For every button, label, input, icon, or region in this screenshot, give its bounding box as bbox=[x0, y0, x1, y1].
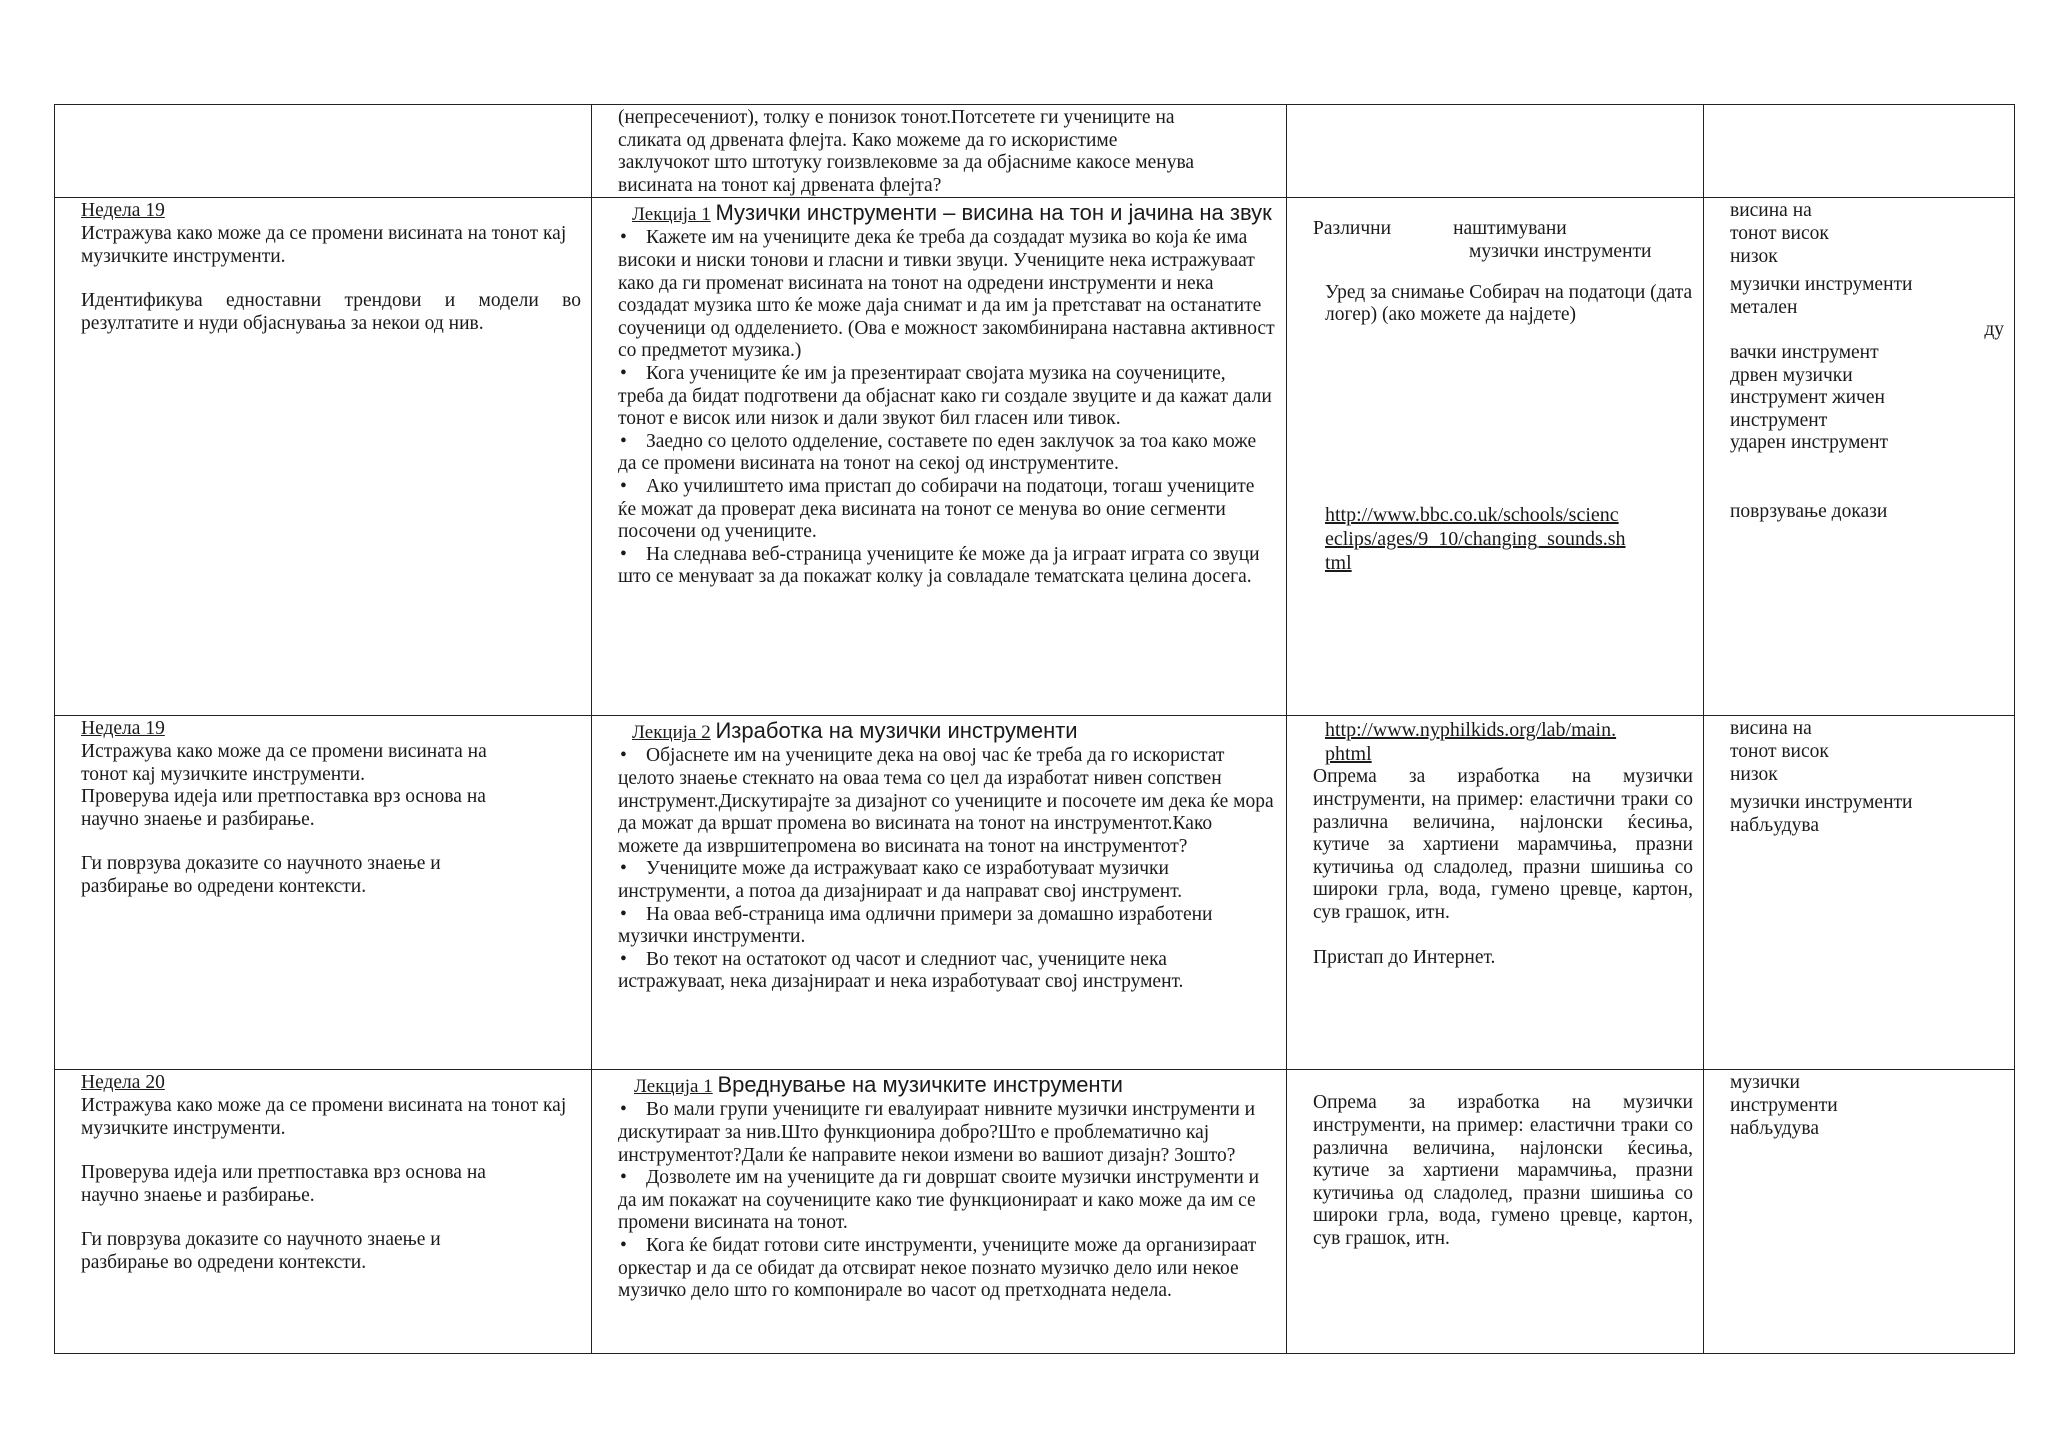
objective-text: Ги поврзува доказите со научното знаење и разбирање во одредени контексти. bbox=[81, 1229, 441, 1273]
table-row bbox=[55, 1070, 2015, 1354]
resources-cell bbox=[1287, 1070, 1704, 1354]
activity-bullet: • Учениците може да истражуваат како се изработуваат музички инструменти, а потоа да дизајнираат и да направат свој инструмент. bbox=[618, 858, 1183, 902]
keyword: инструмент жичен bbox=[1730, 387, 1885, 409]
activity-bullet: • Кога ќе бидат готови сите инструменти, учениците може да организираат оркестар и да се обидат да отсвират некое познато музичко дело или некое музичко дело што го компонирале во часот од претходната недела. bbox=[618, 1234, 1257, 1302]
keyword: висина на bbox=[1730, 718, 1812, 740]
lesson-plan-table bbox=[54, 104, 2015, 1354]
keyword: ударен инструмент bbox=[1730, 432, 1889, 454]
resource-link[interactable]: http://www.nyphilkids.org/lab/main. phtml bbox=[1325, 719, 1617, 766]
keyword: ду bbox=[1984, 319, 2004, 341]
lesson-heading bbox=[618, 718, 1276, 745]
lesson-heading bbox=[618, 1072, 1276, 1099]
keyword: метален bbox=[1730, 296, 1798, 318]
week-label: Недела 19 bbox=[81, 718, 165, 740]
resource-text: Пристап до Интернет. bbox=[1313, 946, 1496, 968]
keyword: вачки инструмент bbox=[1730, 341, 1879, 363]
resource-text: музички инструменти bbox=[1469, 240, 1652, 262]
activities-cell bbox=[592, 1070, 1287, 1354]
resources-cell bbox=[1287, 198, 1704, 716]
activities-cell bbox=[592, 716, 1287, 1070]
text-line: (непресечениот), толку е понизок тонот.Потсетете ги учениците на bbox=[618, 107, 1175, 128]
activity-bullet: • Кажете им на учениците дека ќе треба да создадат музика во која ќе има високи и ниски тонови и гласни и тивки звуци. Учениците нека истражуваат како да ги променат висината на тонот на одредени инструменти и нека создадат музика што ќе може даја снимат и да им ја претстават на останатите соученици од одделението. (Ова е можност закомбинирана наставна активност со предметот музика.) bbox=[618, 227, 1275, 362]
objective-text: Ги поврзува доказите со научното знаење и разбирање во одредени контексти. bbox=[81, 853, 441, 897]
table-row bbox=[55, 716, 2015, 1070]
lesson-number: Лекција 1 bbox=[632, 204, 711, 226]
objectives-cell bbox=[55, 105, 592, 198]
resource-text: Опрема за изработка на музички инструменти, на пример: еластични траки со различна величина, најлонски ќесиња, кутиче за хартиени марамчиња, празни кутичиња од сладолед, празни шишиња со широки грла, вода, гумено цревце, картон, сув грашок, итн. bbox=[1313, 1092, 1693, 1249]
activity-bullet: • На следнава веб-страница учениците ќе може да ја играат играта со звуци што се менуваат за да покажат колку ја совладале тематската целина досега. bbox=[618, 543, 1260, 588]
keyword: поврзување докази bbox=[1730, 500, 1888, 522]
resources-cell bbox=[1287, 716, 1704, 1070]
activity-bullet: • Заедно со целото одделение, составете по еден заклучок за тоа како може да се промени висината на тонот на секој од инструментите. bbox=[618, 430, 1257, 475]
keyword: набљудува bbox=[1730, 1117, 1819, 1139]
resource-text: Различни наштимувани bbox=[1313, 218, 1567, 240]
activity-bullet: • На оваа веб-страница има одлични примери за домашно изработени музички инструменти. bbox=[618, 903, 1213, 948]
objectives-cell bbox=[55, 198, 592, 716]
objectives-cell bbox=[55, 716, 592, 1070]
text-line: висината на тонот кај дрвената флејта? bbox=[618, 174, 942, 196]
lesson-heading bbox=[618, 200, 1276, 227]
objectives-cell bbox=[55, 1070, 592, 1354]
keywords-cell bbox=[1704, 105, 2015, 198]
keyword: музички bbox=[1730, 1072, 1800, 1094]
objective-text: Истражува како може да се промени висината на тонот кај музичките инструменти. bbox=[81, 222, 567, 267]
week-label: Недела 19 bbox=[81, 200, 165, 222]
objective-text: Истражува како може да се промени висината на тонот кај музичките инструменти. bbox=[81, 1094, 567, 1139]
text-line: заклучокот што штотуку гоизвлековме за да објасниме какосе менува bbox=[618, 152, 1195, 174]
week-label: Недела 20 bbox=[81, 1072, 165, 1094]
keywords-cell bbox=[1704, 198, 2015, 716]
keyword: тонот висок bbox=[1730, 222, 1829, 244]
text-line: сликата од дрвената флејта. Како можеме да го искористиме bbox=[618, 129, 1118, 151]
keyword: инструменти bbox=[1730, 1094, 1838, 1116]
keyword: низок bbox=[1730, 245, 1778, 267]
lesson-number: Лекција 2 bbox=[632, 722, 711, 744]
activity-bullet: • Објаснете им на учениците дека на овој час ќе треба да го искористат целото знаење стекнато на оваа тема со цел да изработат нивен сопствен инструмент.Дискутирајте за дизајнот со учениците и посочете им дека ќе мора да можат да вршат промена во висината на тонот на инструментот.Како можете да извршитепромена во висината на тонот на инструментот? bbox=[618, 745, 1274, 857]
activity-bullet: • Во текот на остатокот од часот и следниот час, учениците нека истражуваат, нека дизајнираат и нека изработуваат свој инструмент. bbox=[618, 948, 1184, 993]
lesson-title: Музички инструменти – висина на тон и јачина на звук bbox=[715, 200, 1272, 226]
activities-cell bbox=[592, 105, 1287, 198]
table-row bbox=[55, 105, 2015, 198]
objective-text: Истражува како може да се промени висината на тонот кај музичките инструменти. bbox=[81, 740, 487, 785]
keyword: инструмент bbox=[1730, 409, 1828, 431]
keyword: набљудува bbox=[1730, 814, 1819, 836]
activity-bullet: • Кога учениците ќе им ја презентираат својата музика на соучениците, треба да бидат подготвени да објаснат како ги создале звуците и да кажат дали тонот е висок или низок и дали звукот бил гласен или тивок. bbox=[618, 362, 1272, 430]
resource-text: Опрема за изработка на музички инструменти, на пример: еластични траки со различна величина, најлонски ќесиња, кутиче за хартиени марамчиња, празни кутичиња од сладолед, празни шишиња со широки грла, вода, гумено цревце, картон, сув грашок, итн. bbox=[1313, 766, 1693, 923]
keyword: музички инструменти bbox=[1730, 274, 1913, 296]
table-row bbox=[55, 198, 2015, 716]
keyword: дрвен музички bbox=[1730, 364, 1853, 386]
resource-text: Уред за снимање Собирач на податоци (дата логер) (ако можете да најдете) bbox=[1325, 281, 1693, 326]
resource-link[interactable]: http://www.bbc.co.uk/schools/scienc eclips/ages/9_10/changing_sounds.sh tml bbox=[1325, 503, 1626, 574]
objective-text: Идентификува едноставни трендови и модели во резултатите и нуди објаснувања за некои од нив. bbox=[81, 290, 581, 334]
objective-text: Проверува идеја или претпоставка врз основа на научно знаење и разбирање. bbox=[81, 1162, 486, 1206]
keyword: низок bbox=[1730, 763, 1778, 785]
resources-cell bbox=[1287, 105, 1704, 198]
lesson-title: Вреднување на музичките инструменти bbox=[717, 1072, 1123, 1098]
keyword: музички инструменти bbox=[1730, 792, 1913, 814]
lesson-number: Лекција 1 bbox=[634, 1076, 713, 1098]
lesson-title: Изработка на музички инструменти bbox=[715, 718, 1078, 744]
objective-text: Проверува идеја или претпоставка врз основа на научно знаење и разбирање. bbox=[81, 786, 486, 830]
keyword: тонот висок bbox=[1730, 740, 1829, 762]
activity-bullet: • Дозволете им на учениците да ги довршат своите музички инструменти и да им покажат на соучениците како тие функционираат и како може да им се промени висината на тонот. bbox=[618, 1167, 1260, 1234]
keywords-cell bbox=[1704, 1070, 2015, 1354]
keywords-cell bbox=[1704, 716, 2015, 1070]
activities-cell bbox=[592, 198, 1287, 716]
keyword: висина на bbox=[1730, 200, 1812, 222]
activity-bullet: • Ако училиштето има пристап до собирачи на податоци, тогаш учениците ќе можат да проверат дека висината на тонот се менува во оние сегменти посочени од учениците. bbox=[618, 475, 1255, 543]
activity-bullet: • Во мали групи учениците ги евалуираат нивните музички инструменти и дискутираат за нив.Што функционира добро?Што е проблематично кај инструментот?Дали ќе направите некои измени во вашиот дизајн? Зошто? bbox=[618, 1099, 1256, 1166]
